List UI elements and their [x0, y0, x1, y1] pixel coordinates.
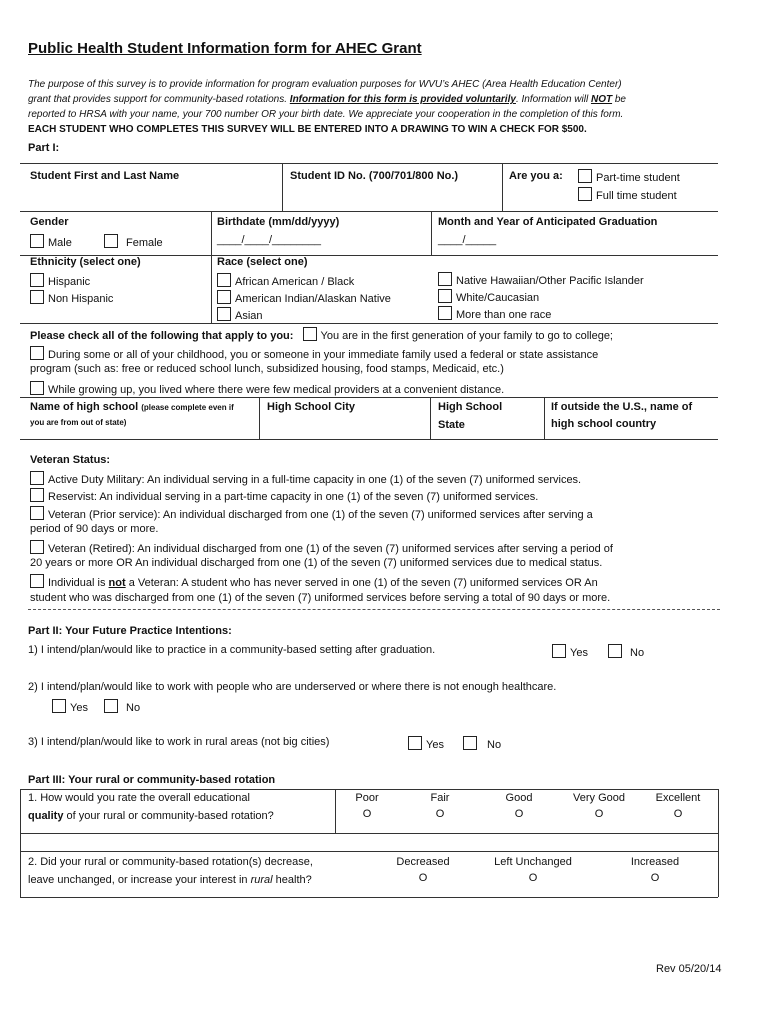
race-more-option[interactable]: More than one race	[438, 306, 551, 321]
rating-fair-radio[interactable]: O	[435, 808, 445, 820]
assistance-row-cont: program (such as: free or reduced school lunch, subsidized housing, food stamps, Medicaid, etc.)	[30, 363, 504, 375]
q1-no-checkbox[interactable]	[608, 644, 622, 658]
graduation-field[interactable]: ____/_____	[438, 234, 497, 246]
intro-line-2: grant that provides support for community-based rotations. Information for this form is provided voluntarily. Information will NOT be	[28, 94, 626, 105]
race-asian-option[interactable]: Asian	[217, 307, 263, 322]
high-school-state-label-1: High School	[438, 401, 503, 413]
veteran-status-label: Veteran Status:	[30, 454, 111, 466]
rating-good-radio[interactable]: O	[514, 808, 524, 820]
q1-no-option[interactable]: No	[608, 644, 644, 659]
birthdate-field[interactable]: ____/____/________	[217, 234, 321, 246]
q3-no-checkbox[interactable]	[463, 736, 477, 750]
non-hispanic-checkbox[interactable]	[30, 290, 44, 304]
race-native-american-checkbox[interactable]	[217, 290, 231, 304]
high-school-state-label-2: State	[438, 419, 465, 431]
vet-reservist-row[interactable]: Reservist: An individual serving in a part-time capacity in one (1) of the seven (7) uniformed services.	[30, 488, 538, 503]
full-time-option[interactable]: Full time student	[578, 187, 677, 202]
vet-retired-row-cont: 20 years or more OR An individual discharged from one (1) of the seven (7) uniformed services due to medical status.	[30, 557, 603, 569]
rating-question-line-1: 1. How would you rate the overall educational	[28, 792, 250, 804]
q2-yes-option[interactable]: Yes	[52, 699, 88, 714]
high-school-country-label-1: If outside the U.S., name of	[551, 401, 693, 413]
vet-not-checkbox[interactable]	[30, 574, 44, 588]
high-school-name-note: you are from out of state)	[30, 418, 127, 427]
part1-heading: Part I:	[28, 142, 60, 154]
rating-very-good-radio[interactable]: O	[594, 808, 604, 820]
hispanic-checkbox[interactable]	[30, 273, 44, 287]
vet-active-checkbox[interactable]	[30, 471, 44, 485]
race-more-checkbox[interactable]	[438, 306, 452, 320]
vet-not-row[interactable]: Individual is not a Veteran: A student who has never served in one (1) of the seven (7) uniformed services OR An	[30, 574, 598, 589]
section-divider	[28, 609, 720, 610]
vet-reservist-checkbox[interactable]	[30, 488, 44, 502]
female-option[interactable]: Female	[104, 234, 163, 249]
race-hawaiian-option[interactable]: Native Hawaiian/Other Pacific Islander	[438, 272, 644, 287]
female-checkbox[interactable]	[104, 234, 118, 248]
male-checkbox[interactable]	[30, 234, 44, 248]
q2-no-option[interactable]: No	[104, 699, 140, 714]
intro-line-3: reported to HRSA with your name, your 700 number OR your birth date. We appreciate your cooperation in the completion of this form.	[28, 109, 624, 120]
assistance-row[interactable]: During some or all of your childhood, you or someone in your immediate family used a federal or state assistance	[30, 346, 598, 361]
student-id-label: Student ID No. (700/701/800 No.)	[290, 170, 459, 182]
high-school-country-label-2: high school country	[551, 418, 657, 430]
vet-retired-row[interactable]: Veteran (Retired): An individual discharged from one (1) of the seven (7) uniformed services after serving a period of	[30, 540, 613, 555]
page-title: Public Health Student Information form for AHEC Grant	[28, 40, 422, 57]
interest-increased-radio[interactable]: O	[650, 872, 660, 884]
ethnicity-label: Ethnicity (select one)	[30, 256, 141, 268]
intro-line-1: The purpose of this survey is to provide information for program evaluation purposes for WVU’s AHEC (Area Health Education Center)	[28, 79, 622, 90]
graduation-label: Month and Year of Anticipated Graduation	[438, 216, 658, 228]
q3-yes-option[interactable]: Yes	[408, 736, 444, 751]
vet-active-row[interactable]: Active Duty Military: An individual serving in a full-time capacity in one (1) of the seven (7) uniformed services.	[30, 471, 581, 486]
non-hispanic-option[interactable]: Non Hispanic	[30, 290, 113, 305]
q2-yes-checkbox[interactable]	[52, 699, 66, 713]
male-option[interactable]: Male	[30, 234, 72, 249]
first-generation-checkbox[interactable]	[303, 327, 317, 341]
rating-fair: Fair O	[410, 792, 470, 820]
rating-poor: Poor O	[337, 792, 397, 820]
rating-poor-radio[interactable]: O	[362, 808, 372, 820]
interest-decreased: Decreased O	[383, 856, 463, 884]
few-providers-row[interactable]: While growing up, you lived where there were few medical providers at a convenient distance.	[30, 381, 504, 396]
race-white-checkbox[interactable]	[438, 289, 452, 303]
few-providers-checkbox[interactable]	[30, 381, 44, 395]
full-time-checkbox[interactable]	[578, 187, 592, 201]
q1-community-practice: 1) I intend/plan/would like to practice in a community-based setting after graduation.	[28, 644, 436, 656]
high-school-name-label: Name of high school (please complete even if	[30, 401, 234, 413]
rating-excellent: Excellent O	[643, 792, 713, 820]
are-you-label: Are you a:	[509, 170, 563, 182]
q2-underserved: 2) I intend/plan/would like to work with people who are underserved or where there is not enough healthcare.	[28, 681, 557, 693]
interest-decreased-radio[interactable]: O	[418, 872, 428, 884]
student-name-label: Student First and Last Name	[30, 170, 180, 182]
race-white-option[interactable]: White/Caucasian	[438, 289, 539, 304]
q3-yes-checkbox[interactable]	[408, 736, 422, 750]
vet-prior-row[interactable]: Veteran (Prior service): An individual discharged from one (1) of the seven (7) uniformed services after serving a	[30, 506, 593, 521]
high-school-city-label: High School City	[267, 401, 355, 413]
part-time-option[interactable]: Part-time student	[578, 169, 680, 184]
rating-question-line-2: quality of your rural or community-based rotation?	[28, 810, 274, 822]
race-african-option[interactable]: African American / Black	[217, 273, 354, 288]
birthdate-label: Birthdate (mm/dd/yyyy)	[217, 216, 340, 228]
vet-prior-row-cont: period of 90 days or more.	[30, 523, 159, 535]
race-hawaiian-checkbox[interactable]	[438, 272, 452, 286]
vet-retired-checkbox[interactable]	[30, 540, 44, 554]
q1-yes-checkbox[interactable]	[552, 644, 566, 658]
q3-rural-areas: 3) I intend/plan/would like to work in rural areas (not big cities)	[28, 736, 330, 748]
rating-very-good: Very Good O	[559, 792, 639, 820]
vet-prior-checkbox[interactable]	[30, 506, 44, 520]
drawing-notice: EACH STUDENT WHO COMPLETES THIS SURVEY WILL BE ENTERED INTO A DRAWING TO WIN A CHECK FOR $500.	[28, 124, 587, 135]
rating-good: Good O	[489, 792, 549, 820]
race-label: Race (select one)	[217, 256, 308, 268]
interest-unchanged: Left Unchanged O	[483, 856, 583, 884]
q3-no-option[interactable]: No	[463, 736, 501, 751]
race-african-checkbox[interactable]	[217, 273, 231, 287]
rating-excellent-radio[interactable]: O	[673, 808, 683, 820]
interest-question-line-1: 2. Did your rural or community-based rotation(s) decrease,	[28, 856, 313, 868]
assistance-checkbox[interactable]	[30, 346, 44, 360]
revision-date: Rev 05/20/14	[656, 963, 722, 975]
first-generation-row: Please check all of the following that apply to you: You are in the first generation of your family to go to college;	[30, 327, 613, 342]
part-time-checkbox[interactable]	[578, 169, 592, 183]
hispanic-option[interactable]: Hispanic	[30, 273, 90, 288]
race-asian-checkbox[interactable]	[217, 307, 231, 321]
q1-yes-option[interactable]: Yes	[552, 644, 588, 659]
q2-no-checkbox[interactable]	[104, 699, 118, 713]
part3-heading: Part III: Your rural or community-based rotation	[28, 774, 276, 786]
vet-not-row-cont: student who was discharged from one (1) of the seven (7) uniformed services before serving a total of 90 days or more.	[30, 592, 611, 604]
interest-question-line-2: leave unchanged, or increase your interest in rural health?	[28, 874, 312, 886]
part2-heading: Part II: Your Future Practice Intentions:	[28, 625, 232, 637]
gender-label: Gender	[30, 216, 69, 228]
interest-increased: Increased O	[615, 856, 695, 884]
race-native-american-option[interactable]: American Indian/Alaskan Native	[217, 290, 391, 305]
interest-unchanged-radio[interactable]: O	[528, 872, 538, 884]
